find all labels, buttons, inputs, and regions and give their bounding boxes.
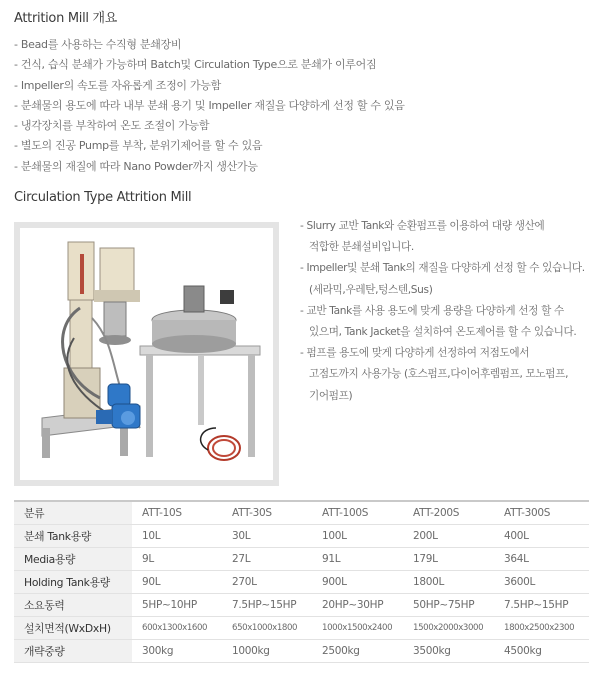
table-cell: 300kg xyxy=(132,640,222,663)
row-label-holding-tank: Holding Tank용량 xyxy=(14,571,132,594)
table-row xyxy=(14,501,589,525)
table-row xyxy=(14,617,589,640)
table-cell: 7.5HP~15HP xyxy=(222,594,312,617)
desc-line: 적합한 분쇄설비입니다. xyxy=(309,241,414,254)
table-cell: 10L xyxy=(132,525,222,548)
row-label-media-capacity: Media용량 xyxy=(14,548,132,571)
overview-item: - 분쇄물의 재질에 따라 Nano Powder까지 생산가능 xyxy=(14,159,258,173)
table-cell: 1500x2000x3000 xyxy=(403,617,494,640)
desc-line: - 펌프를 용도에 맞게 다양하게 선정하여 저점도에서 xyxy=(300,347,530,360)
table-cell: 179L xyxy=(403,548,494,571)
table-cell: 650x1000x1800 xyxy=(222,617,312,640)
row-label-weight: 개략중량 xyxy=(14,640,132,663)
table-row xyxy=(14,548,589,571)
attrition-mill-machine-image xyxy=(20,228,273,480)
table-cell: 1800L xyxy=(403,571,494,594)
attrition-mill-photo xyxy=(14,222,279,486)
table-cell: 364L xyxy=(494,548,589,571)
table-cell: 20HP~30HP xyxy=(312,594,403,617)
table-cell: 30L xyxy=(222,525,312,548)
table-cell: 270L xyxy=(222,571,312,594)
desc-line: - Impeller및 분쇄 Tank의 재질을 다양하게 선정 할 수 있습니다. xyxy=(300,262,585,275)
table-cell: 90L xyxy=(132,571,222,594)
table-cell: ATT-100S xyxy=(312,501,403,525)
overview-item: - Bead를 사용하는 수직형 분쇄장비 xyxy=(14,38,182,51)
table-cell: 27L xyxy=(222,548,312,571)
desc-line: 있으며, Tank Jacket을 설치하여 온도제어를 할 수 있습니다. xyxy=(309,326,577,339)
table-cell: ATT-30S xyxy=(222,501,312,525)
row-label-tank-capacity: 분쇄 Tank용량 xyxy=(14,525,132,548)
table-row xyxy=(14,571,589,594)
table-cell: 400L xyxy=(494,525,589,548)
overview-item: - 건식, 습식 분쇄가 가능하며 Batch및 Circulation Type으로 분쇄가 이루어짐 xyxy=(14,58,377,72)
desc-line: - Slurry 교반 Tank와 순환펌프를 이용하여 대량 생산에 xyxy=(300,220,545,232)
overview-item: - 별도의 진공 Pump를 부착, 분위기제어를 할 수 있음 xyxy=(14,139,263,153)
table-cell: 200L xyxy=(403,525,494,548)
table-cell: 600x1300x1600 xyxy=(132,617,222,640)
table-cell: ATT-300S xyxy=(494,501,589,525)
desc-line: 고점도까지 사용가능 (호스펌프,다이어후렘펌프, 모노펌프, xyxy=(309,368,569,381)
table-cell: 3500kg xyxy=(403,640,494,663)
desc-item xyxy=(300,216,600,258)
desc-item xyxy=(300,343,600,407)
table-cell: 900L xyxy=(312,571,403,594)
desc-item xyxy=(300,301,600,343)
table-cell: 1000x1500x2400 xyxy=(312,617,403,640)
table-cell: 1800x2500x2300 xyxy=(494,617,589,640)
table-cell: ATT-10S xyxy=(132,501,222,525)
overview-item: - 분쇄물의 용도에 따라 내부 분쇄 용기 및 Impeller 재질을 다양하게 선정 할 수 있음 xyxy=(14,98,405,112)
circulation-title: Circulation Type Attrition Mill xyxy=(14,190,192,205)
overview-list xyxy=(14,35,405,177)
table-cell: 5HP~10HP xyxy=(132,594,222,617)
table-cell: 9L xyxy=(132,548,222,571)
desc-line: (세라믹,우레탄,텅스텐,Sus) xyxy=(309,283,433,296)
desc-line: - 교반 Tank를 사용 용도에 맞게 용량을 다양하게 선정 할 수 xyxy=(300,304,564,317)
table-cell: 7.5HP~15HP xyxy=(494,594,589,617)
row-label-model: 분류 xyxy=(14,501,132,525)
row-label-power: 소요동력 xyxy=(14,594,132,617)
table-row xyxy=(14,640,589,663)
table-row xyxy=(14,594,589,617)
table-cell: 4500kg xyxy=(494,640,589,663)
table-row xyxy=(14,525,589,548)
table-cell: 100L xyxy=(312,525,403,548)
table-cell: 2500kg xyxy=(312,640,403,663)
desc-item xyxy=(300,258,600,300)
spec-table xyxy=(14,500,589,663)
overview-title: Attrition Mill 개요 xyxy=(14,11,118,26)
table-cell: 50HP~75HP xyxy=(403,594,494,617)
desc-line: 기어펌프) xyxy=(309,389,353,402)
table-cell: ATT-200S xyxy=(403,501,494,525)
row-label-install-area: 설치면적(WxDxH) xyxy=(14,617,132,640)
circulation-description xyxy=(300,216,600,407)
overview-item: - Impeller의 속도를 자유롭게 조정이 가능함 xyxy=(14,78,221,92)
table-cell: 3600L xyxy=(494,571,589,594)
overview-item: - 냉각장치를 부착하여 온도 조절이 가능함 xyxy=(14,119,210,133)
table-cell: 91L xyxy=(312,548,403,571)
table-cell: 1000kg xyxy=(222,640,312,663)
